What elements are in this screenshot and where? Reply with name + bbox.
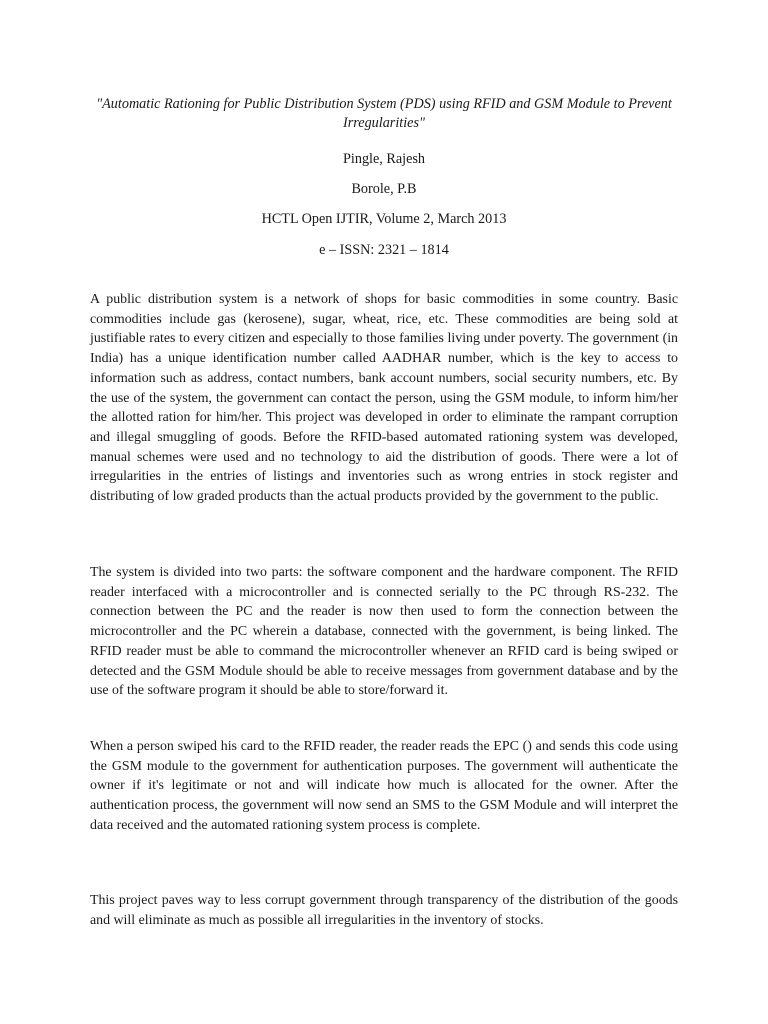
- journal-info: HCTL Open IJTIR, Volume 2, March 2013: [261, 211, 507, 227]
- paragraph-conclusion: This project paves way to less corrupt government through transparency of the distribution of the goods and will eliminate as much as possible all irregularities in the inventory of stocks.: [90, 893, 678, 928]
- author-name-2: Borole, P.B: [351, 181, 417, 197]
- paragraph-system-components: The system is divided into two parts: the software component and the hardware component. The RFID reader interfaced with a microcontroller and is connected serially to the PC through RS-232. The connection between the PC and the reader is now then used to form the connection between the microcontroller and the PC wherein a database, connected with the government, is being linked. The RFID reader must be able to command the microcontroller whenever an RFID card is being swiped or detected and the GSM Module should be able to receive messages from government database and by the use of the software program it should be able to store/forward it.: [90, 565, 678, 699]
- paragraph-intro: A public distribution system is a network of shops for basic commodities in some country. Basic commodities include gas (kerosene), sugar, wheat, rice, etc. These commodities are being sold at justifiable rates to every citizen and especially to those families living under poverty. The government (in India) has a unique identification number called AADHAR number, which is the key to access to information such as address, contact numbers, bank account numbers, social security numbers, etc. By the use of the system, the government can contact the person, using the GSM module, to inform him/her the allotted ration for him/her. This project was developed in order to eliminate the rampant corruption and illegal smuggling of goods. Before the RFID-based automated rationing system was developed, manual schemes were used and no technology to aid the distribution of goods. There were a lot of irregularities in the entries of listings and inventories such as wrong entries in stock register and distributing of low graded products than the actual products provided by the government to the public.: [90, 292, 678, 505]
- document-title: "Automatic Rationing for Public Distribution System (PDS) using RFID and GSM Module to Prevent Irregularities": [96, 96, 672, 131]
- author-name-1: Pingle, Rajesh: [343, 151, 425, 167]
- paragraph-process: When a person swiped his card to the RFID reader, the reader reads the EPC () and sends this code using the GSM module to the government for authentication purposes. The government will authenticate the owner if it's legitimate or not and will indicate how much is allocated for the owner. After the authentication process, the government will now send an SMS to the GSM Module and will interpret the data received and the automated rationing system process is complete.: [90, 739, 678, 833]
- issn-info: e – ISSN: 2321 – 1814: [319, 242, 449, 258]
- document-header: [90, 95, 678, 259]
